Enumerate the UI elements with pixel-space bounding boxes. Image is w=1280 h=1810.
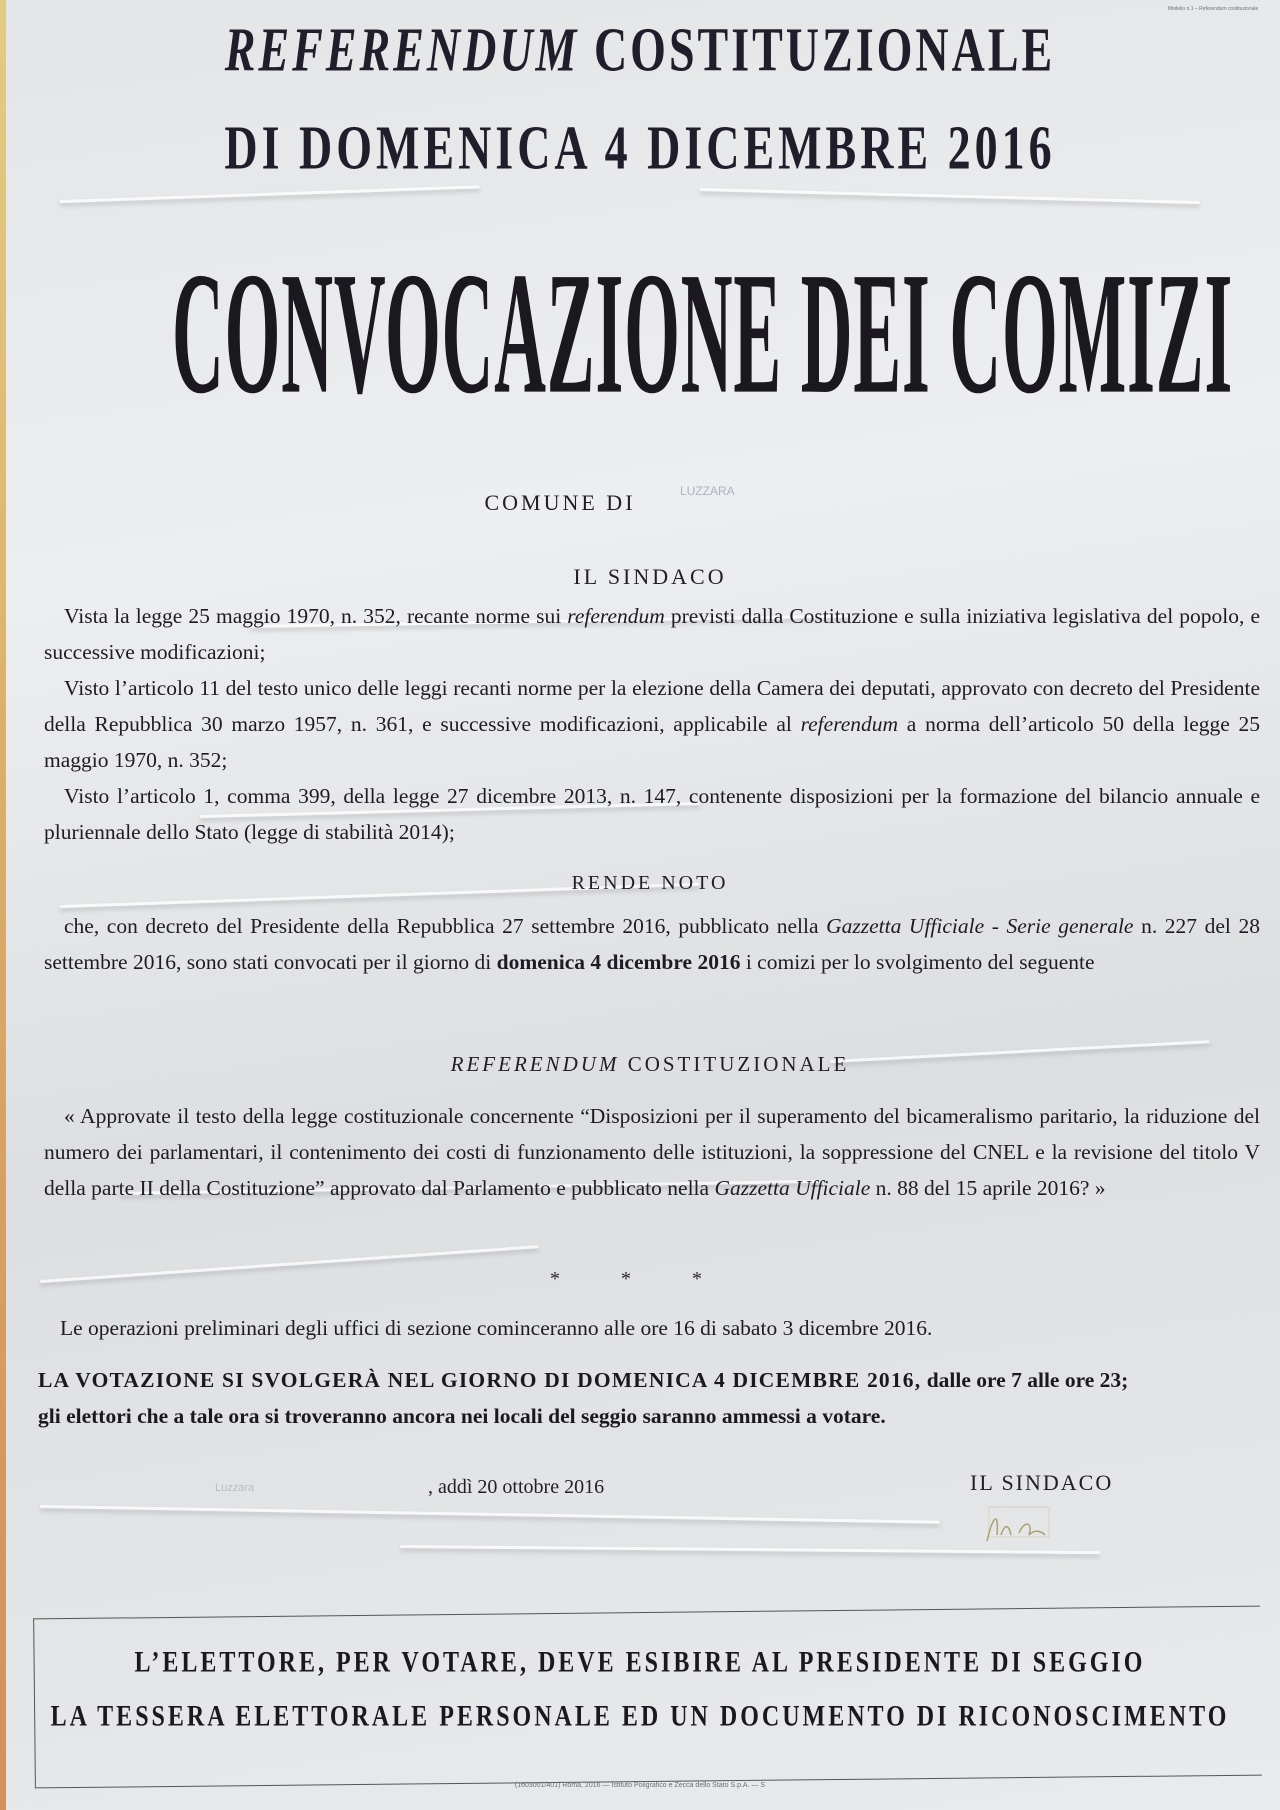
- poster-edge: [0, 0, 6, 1810]
- notice-line-1: L’ELETTORE, PER VOTARE, DEVE ESIBIRE AL PRESIDENTE DI SEGGIO: [134, 1646, 1146, 1680]
- paper-wrinkle: [400, 1545, 1100, 1554]
- comune-label: COMUNE DI: [484, 490, 636, 515]
- header-line-1: [0, 14, 1280, 86]
- paper-wrinkle: [60, 185, 480, 203]
- sindaco-heading: IL SINDACO: [573, 564, 727, 589]
- header-costituzionale-word: COSTITUZIONALE: [593, 15, 1056, 85]
- preliminary-operations: Le operazioni preliminari degli uffici di sezione cominceranno alle ore 16 di sabato 3 dicembre 2016.: [60, 1316, 933, 1340]
- rende-noto-heading: RENDE NOTO: [571, 872, 729, 894]
- signature-title: IL SINDACO: [970, 1470, 1114, 1495]
- paper-wrinkle: [700, 188, 1200, 204]
- premises-block: [44, 598, 1260, 850]
- referendum-heading: REFERENDUM COSTITUZIONALE: [450, 1052, 850, 1076]
- header-line-2: DI DOMENICA 4 DICEMBRE 2016: [224, 113, 1056, 183]
- comune-stamp: LUZZARA: [680, 484, 735, 498]
- signature-stamp-icon: [975, 1505, 1065, 1545]
- notice-line-2: LA TESSERA ELETTORALE PERSONALE ED UN DOCUMENTO DI RICONOSCIMENTO: [50, 1700, 1230, 1734]
- voting-hours-block: LA VOTAZIONE SI SVOLGERÀ NEL GIORNO DI DOMENICA 4 DICEMBRE 2016, dalle ore 7 alle ore 23; gli elettori che a tale ora si troveranno ancora nei locali del seggio saranno ammessi a votare.: [38, 1368, 1129, 1428]
- referendum-question: « Approvate il testo della legge costituzionale concernente “Disposizioni per il superamento del bicameralismo paritario, la riduzione del numero dei parlamentari, il contenimento dei costi di funzionamento delle istituzioni, la soppressione del CNEL e la revisione del titolo V della parte II della Costituzione” approvato dal Parlamento e pubblicato nella Gazzetta Ufficiale n. 88 del 15 aprile 2016? »: [44, 1104, 1260, 1200]
- date-line: , addì 20 ottobre 2016: [428, 1476, 605, 1498]
- header-referendum-word: REFERENDUM: [224, 15, 580, 85]
- premise-3: Visto l’articolo 1, comma 399, della legge 27 dicembre 2013, n. 147, contenente disposizioni per la formazione del bilancio annuale e pluriennale dello Stato (legge di stabilità 2014);: [44, 784, 1260, 844]
- announcement-paragraph: che, con decreto del Presidente della Repubblica 27 settembre 2016, pubblicato nella Gazzetta Ufficiale - Serie generale n. 227 del 28 settembre 2016, sono stati convocati per il giorno di domenica 4 dicembre 2016 i comizi per lo svolgimento del seguente: [44, 914, 1260, 974]
- notice-box: [33, 1606, 1262, 1789]
- main-title: CONVOCAZIONE DEI COMIZI: [172, 235, 1234, 430]
- asterisk-divider: * * *: [550, 1268, 730, 1290]
- election-date: domenica 4 dicembre 2016: [496, 950, 741, 974]
- printer-footer: (1603001/401) Roma, 2016 — Istituto Poligrafico e Zecca dello Stato S.p.A. — S: [514, 1782, 766, 1789]
- premise-1: Vista la legge 25 maggio 1970, n. 352, recante norme sui referendum previsti dalla Costituzione e sulla iniziativa legislativa del popolo, e successive modificazioni;: [44, 604, 1260, 664]
- paper-wrinkle: [40, 1505, 940, 1524]
- printer-note: Modello n.1 – Referendum costituzionale: [1167, 6, 1259, 12]
- place-stamp: Luzzara: [215, 1482, 255, 1494]
- premise-2: Visto l’articolo 11 del testo unico delle leggi recanti norme per la elezione della Camera dei deputati, approvato con decreto del Presidente della Repubblica 30 marzo 1957, n. 361, e successive modificazioni, applicabile al referendum a norma dell’articolo 50 della legge 25 maggio 1970, n. 352;: [44, 676, 1260, 772]
